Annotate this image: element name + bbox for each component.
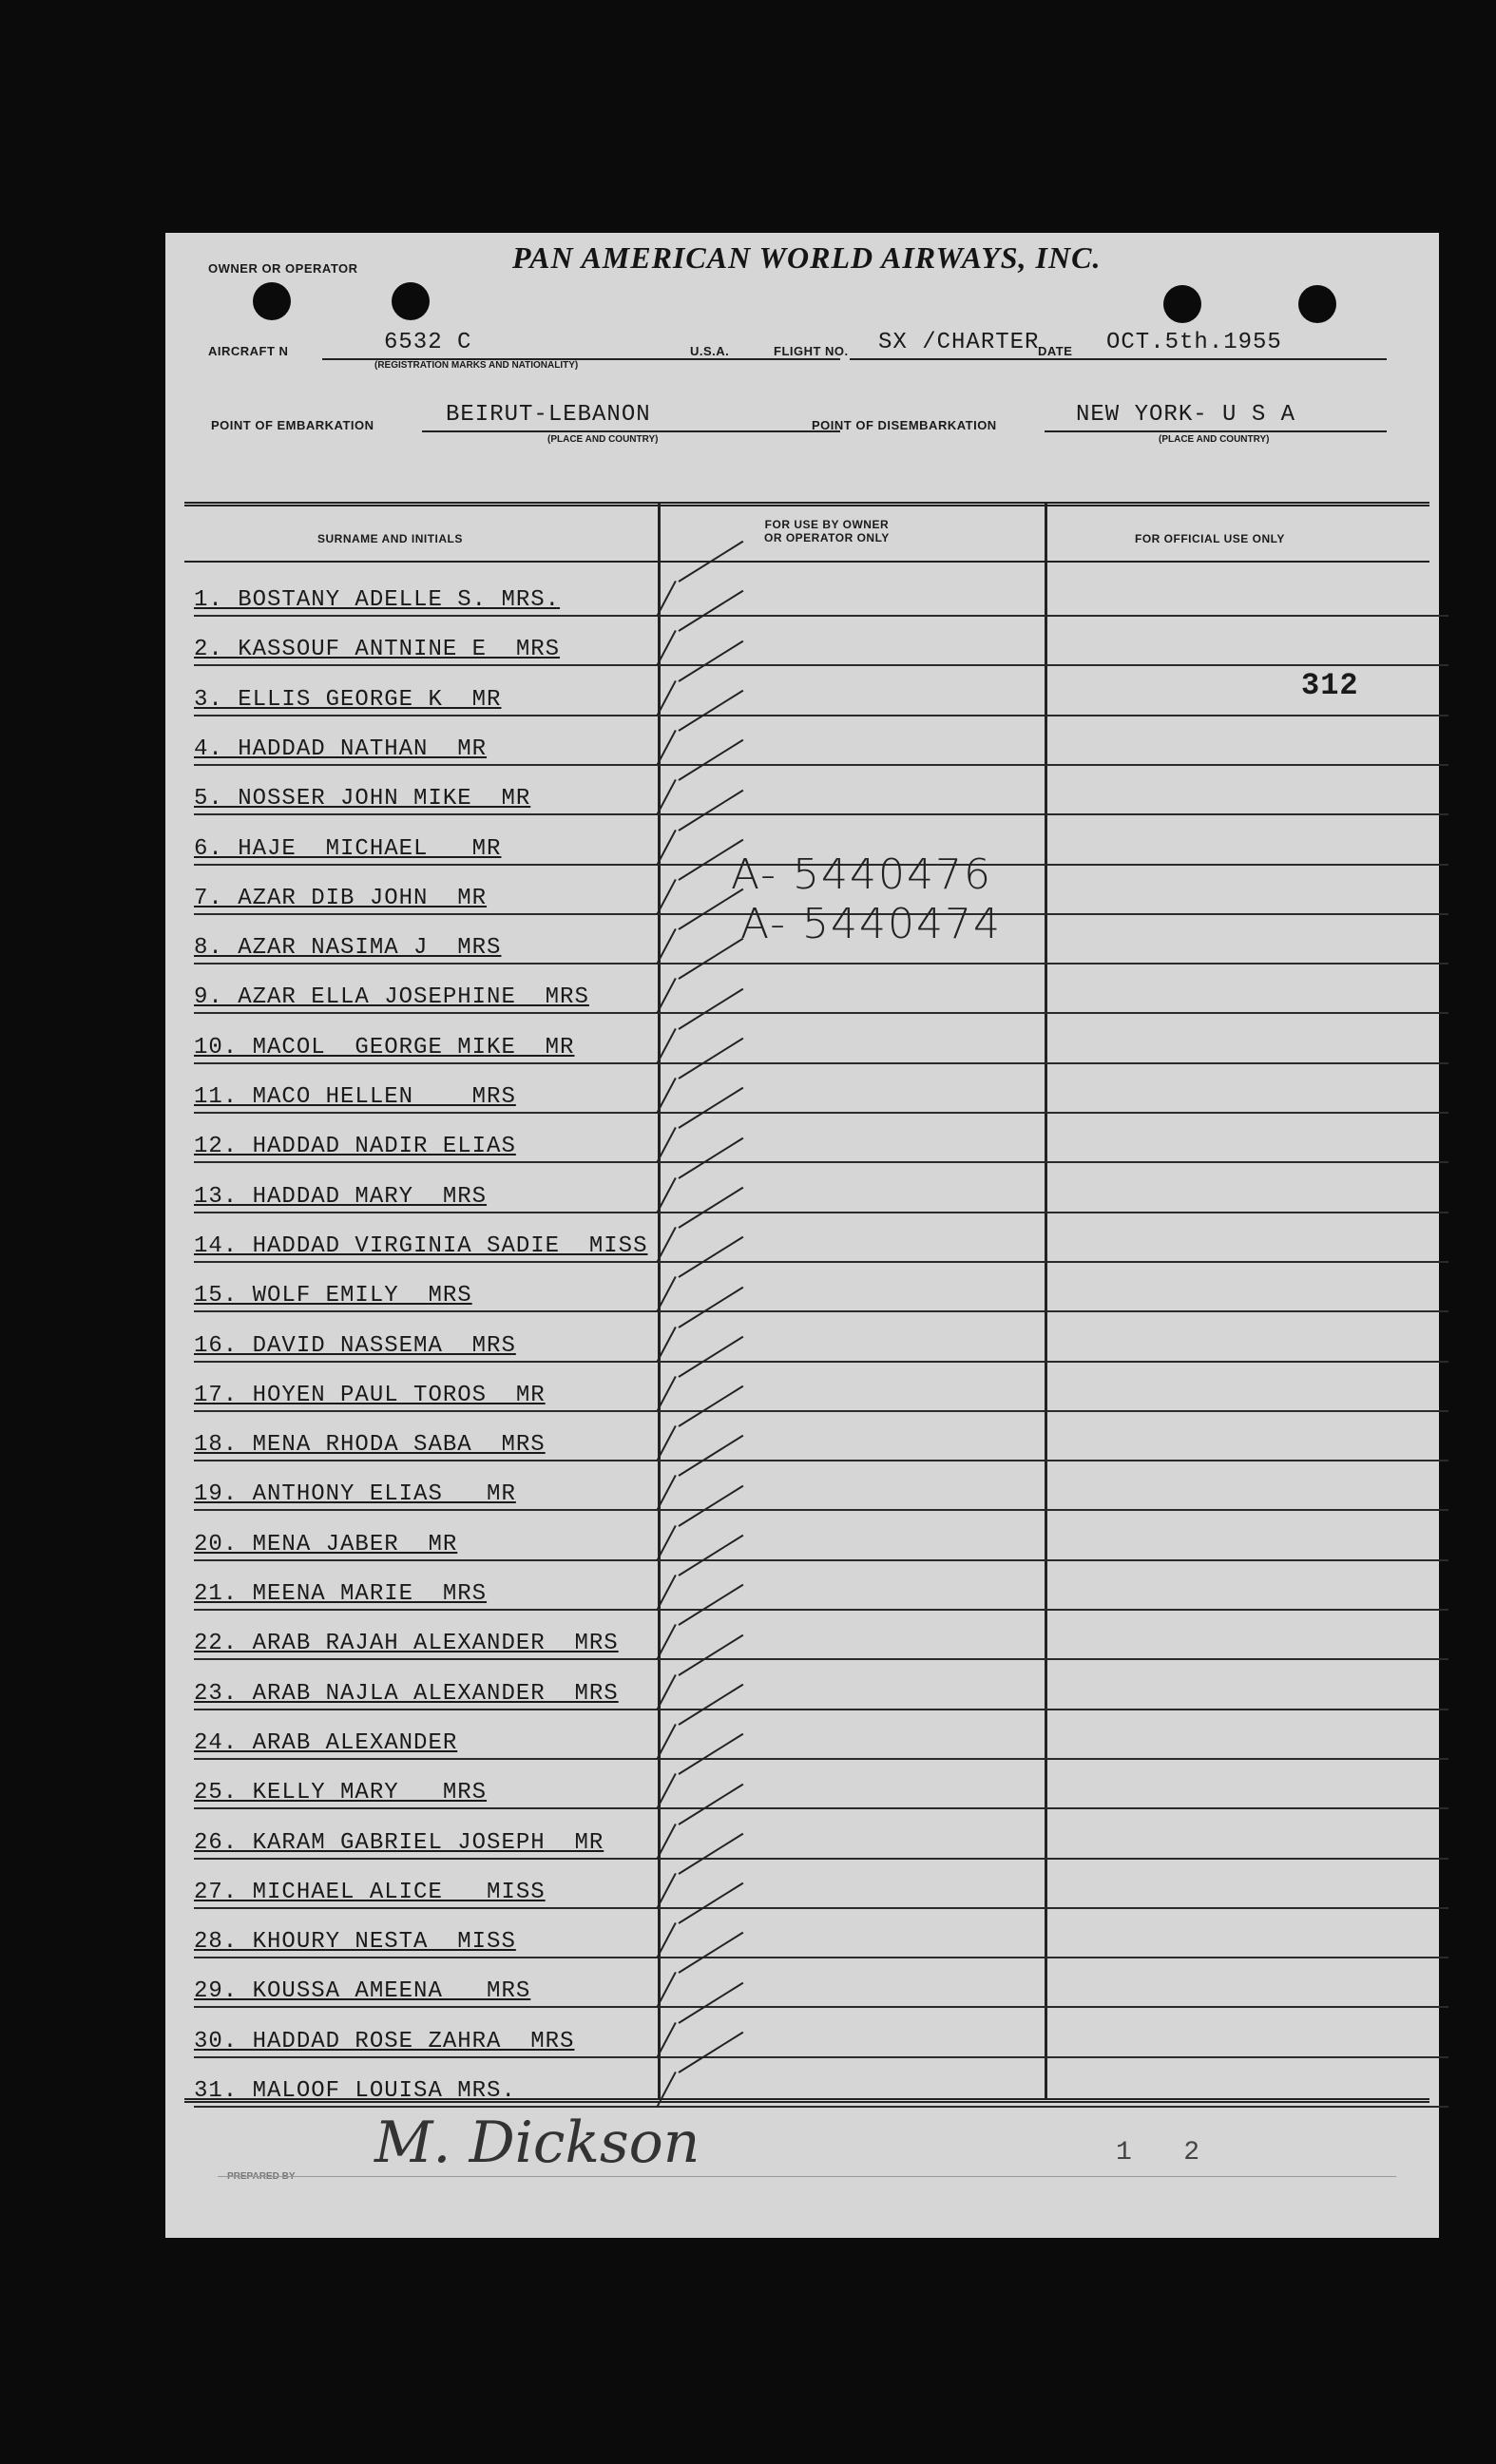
passenger-name: 5. NOSSER JOHN MIKE MR — [194, 786, 531, 812]
table-row — [194, 1313, 1448, 1363]
aircraft-value: 6532 C — [384, 330, 472, 355]
check-mark-stroke — [656, 1326, 676, 1362]
passenger-name: 27. MICHAEL ALICE MISS — [194, 1879, 546, 1905]
table-row — [194, 1661, 1448, 1710]
check-mark-stroke — [656, 1674, 676, 1710]
table-row — [194, 766, 1448, 815]
passenger-name: 4. HADDAD NATHAN MR — [194, 735, 488, 762]
embark-label: POINT OF EMBARKATION — [211, 418, 374, 432]
disembark-label: POINT OF DISEMBARKATION — [812, 418, 997, 432]
table-row — [194, 1263, 1448, 1312]
check-mark-stroke — [656, 1127, 676, 1163]
col-owner-use: FOR USE BY OWNER OR OPERATOR ONLY — [764, 518, 890, 544]
header-rule — [184, 561, 1429, 563]
passenger-name: 22. ARAB RAJAH ALEXANDER MRS — [194, 1631, 619, 1657]
punch-hole — [1163, 285, 1201, 323]
passenger-name: 15. WOLF EMILY MRS — [194, 1283, 472, 1309]
table-row — [194, 1909, 1448, 1958]
table-row — [194, 1810, 1448, 1860]
disembark-underline — [1045, 430, 1387, 432]
check-mark-stroke — [656, 1624, 676, 1660]
place-note-2: (PLACE AND COUNTRY) — [1159, 434, 1270, 445]
table-row — [194, 1114, 1448, 1163]
passenger-name: 19. ANTHONY ELIAS MR — [194, 1481, 516, 1508]
passenger-name: 31. MALOOF LOUISA MRS. — [194, 2078, 516, 2104]
passenger-name: 16. DAVID NASSEMA MRS — [194, 1332, 516, 1359]
table-row — [194, 1412, 1448, 1461]
table-row — [194, 1760, 1448, 1809]
passenger-name: 20. MENA JABER MR — [194, 1531, 458, 1557]
passenger-name: 9. AZAR ELLA JOSEPHINE MRS — [194, 984, 589, 1011]
table-row — [194, 1561, 1448, 1611]
check-mark-stroke — [656, 779, 676, 815]
footer-rule — [218, 2176, 1396, 2177]
check-mark-stroke — [656, 1823, 676, 1859]
owner-label: OWNER OR OPERATOR — [208, 261, 358, 276]
passenger-name: 24. ARAB ALEXANDER — [194, 1729, 458, 1756]
passenger-name: 2. KASSOUF ANTNINE E MRS — [194, 637, 561, 663]
passenger-name: 3. ELLIS GEORGE K MR — [194, 686, 502, 713]
check-mark-stroke — [656, 2022, 676, 2058]
flight-value: SX /CHARTER — [878, 330, 1040, 355]
table-row — [194, 1363, 1448, 1412]
punch-hole — [253, 282, 291, 320]
aircraft-label: AIRCRAFT N — [208, 344, 289, 358]
manifest-sheet — [165, 233, 1439, 2238]
check-mark-stroke — [656, 1425, 676, 1461]
passenger-name: 23. ARAB NAJLA ALEXANDER MRS — [194, 1680, 619, 1707]
col-surname: SURNAME AND INITIALS — [317, 532, 463, 545]
check-mark-stroke — [656, 1177, 676, 1213]
date-value: OCT.5th.1955 — [1106, 330, 1282, 355]
check-mark-stroke — [656, 1376, 676, 1412]
passenger-name: 30. HADDAD ROSE ZAHRA MRS — [194, 2028, 575, 2054]
check-mark-stroke — [656, 1078, 676, 1114]
table-row — [194, 617, 1448, 666]
row-rule — [194, 2106, 1448, 2108]
check-mark-stroke — [656, 1773, 676, 1809]
table-row — [194, 1710, 1448, 1760]
company-name: PAN AMERICAN WORLD AIRWAYS, INC. — [512, 240, 1102, 275]
table-row — [194, 1958, 1448, 2008]
check-mark-stroke — [656, 1475, 676, 1511]
table-row — [194, 1860, 1448, 1909]
signature: M. Dickson — [374, 2110, 700, 2176]
official-note: 312 — [1301, 668, 1359, 703]
table-row — [194, 716, 1448, 766]
table-row — [194, 965, 1448, 1014]
check-mark-stroke — [656, 1724, 676, 1760]
punch-hole — [1298, 285, 1336, 323]
table-bottom-rule — [184, 2098, 1429, 2103]
passenger-name: 14. HADDAD VIRGINIA SADIE MISS — [194, 1232, 648, 1259]
passport-number-7: A- 5440476 — [731, 850, 992, 899]
date-label: DATE — [1038, 344, 1073, 358]
passenger-name: 1. BOSTANY ADELLE S. MRS. — [194, 587, 561, 613]
check-mark-stroke — [656, 680, 676, 716]
check-mark-stroke — [656, 1276, 676, 1312]
prepared-label: PREPARED BY — [227, 2171, 296, 2182]
embark-underline — [422, 430, 840, 432]
check-mark-stroke — [656, 1028, 676, 1064]
check-mark-stroke — [656, 581, 676, 617]
passenger-name: 11. MACO HELLEN MRS — [194, 1084, 516, 1110]
table-row — [194, 1064, 1448, 1114]
flight-label: FLIGHT NO. — [774, 344, 849, 358]
page-number: 1 2 — [1116, 2138, 1201, 2168]
check-mark-stroke — [656, 928, 676, 965]
embark-value: BEIRUT-LEBANON — [446, 402, 651, 428]
table-row — [194, 1461, 1448, 1511]
passenger-name: 25. KELLY MARY MRS — [194, 1780, 488, 1806]
table-row — [194, 1512, 1448, 1561]
passenger-name: 10. MACOL GEORGE MIKE MR — [194, 1034, 575, 1060]
table-top-rule — [184, 502, 1429, 506]
check-mark-stroke — [656, 1922, 676, 1958]
passport-number-8: A- 5440474 — [740, 900, 1002, 948]
check-mark-stroke — [656, 630, 676, 666]
passenger-name: 18. MENA RHODA SABA MRS — [194, 1432, 546, 1459]
passenger-name: 6. HAJE MICHAEL MR — [194, 835, 502, 862]
flight-underline — [850, 358, 1387, 360]
passenger-name: 13. HADDAD MARY MRS — [194, 1183, 488, 1210]
table-row — [194, 667, 1448, 716]
table-row — [194, 1164, 1448, 1213]
passenger-name: 26. KARAM GABRIEL JOSEPH MR — [194, 1829, 604, 1856]
check-mark-stroke — [656, 1972, 676, 2008]
check-mark-stroke — [656, 1525, 676, 1561]
passenger-name: 21. MEENA MARIE MRS — [194, 1581, 488, 1607]
registration-note: (REGISTRATION MARKS AND NATIONALITY) — [374, 360, 579, 371]
passenger-name: 7. AZAR DIB JOHN MR — [194, 885, 488, 911]
disembark-value: NEW YORK- U S A — [1076, 402, 1296, 428]
check-mark-stroke — [656, 1227, 676, 1263]
check-mark-stroke — [656, 1873, 676, 1909]
punch-hole — [392, 282, 430, 320]
passenger-name: 28. KHOURY NESTA MISS — [194, 1929, 516, 1956]
check-mark-stroke — [656, 829, 676, 865]
col-official-use: FOR OFFICIAL USE ONLY — [1135, 532, 1285, 545]
check-mark-stroke — [656, 1575, 676, 1611]
passenger-name: 17. HOYEN PAUL TOROS MR — [194, 1382, 546, 1408]
usa-label: U.S.A. — [690, 344, 730, 358]
passenger-name: 29. KOUSSA AMEENA MRS — [194, 1978, 531, 2005]
table-row — [194, 1213, 1448, 1263]
table-row — [194, 1015, 1448, 1064]
place-note: (PLACE AND COUNTRY) — [547, 434, 659, 445]
table-row — [194, 1611, 1448, 1660]
table-row — [194, 2009, 1448, 2058]
passenger-name: 12. HADDAD NADIR ELIAS — [194, 1134, 516, 1160]
check-mark-stroke — [656, 978, 676, 1014]
check-mark-stroke — [656, 730, 676, 766]
passenger-name: 8. AZAR NASIMA J MRS — [194, 935, 502, 962]
check-mark-stroke — [656, 879, 676, 915]
table-row — [194, 567, 1448, 617]
